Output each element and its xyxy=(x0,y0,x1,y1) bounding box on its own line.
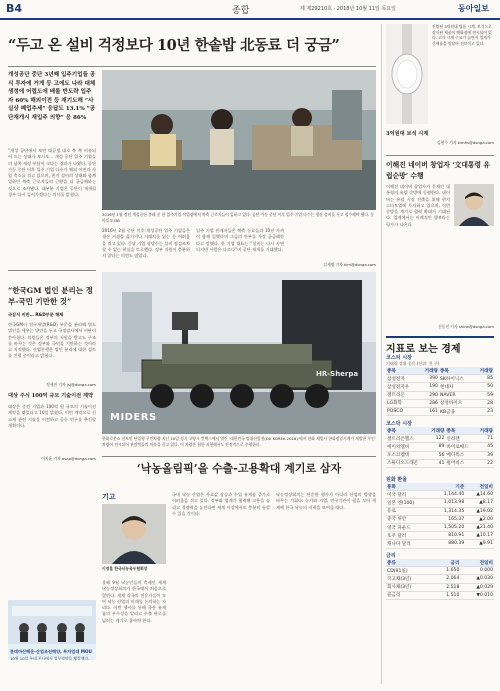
cell: 포스코켐텍 xyxy=(386,451,427,459)
cell: 에이치엘비 xyxy=(386,443,427,451)
headline-rule xyxy=(8,66,376,67)
market-title: 지표로 보는 경제 xyxy=(386,344,461,355)
lead-photo-caption: 2016년 1월 정인 개성공단 봉쇄 중 한 입주기업 작업장에서 북측 근로자들이 일하고 있다. 공단 가동 중단 이후 입주 기업 다수는 생산 설비를 두고 철수해야 했다. 동아일보 DB xyxy=(102,212,375,223)
cell: 71 xyxy=(475,435,494,443)
cell: 유로 xyxy=(386,507,431,515)
ad-photo xyxy=(8,600,96,660)
cell: 122 xyxy=(427,435,446,443)
col-header: 기준 xyxy=(431,483,466,491)
table-row xyxy=(386,443,494,451)
col-header: 거래량 xyxy=(475,427,494,435)
table-header-row xyxy=(386,427,494,435)
main-headline: “두고 온 설비 걱정보다 10년 한솥밥 北동료 더 궁금” xyxy=(8,37,340,54)
market-rule xyxy=(386,336,494,338)
cell: 바이로메드 xyxy=(445,443,475,451)
kosdaq-rows xyxy=(386,427,494,467)
table-row xyxy=(386,383,494,391)
cell: ▼0.010 xyxy=(460,591,494,599)
table-row xyxy=(386,507,494,515)
fx-rows xyxy=(386,483,494,548)
watch-photo xyxy=(386,24,428,124)
table-row xyxy=(386,575,494,583)
cell: 2.064 xyxy=(433,575,460,583)
col-header: 종류 xyxy=(386,559,433,567)
cell: 190 xyxy=(418,383,439,391)
ad-headline: 롯데마산해운·산업조선해양, 투자업대 MOU xyxy=(10,649,92,654)
column-divider xyxy=(381,24,382,684)
cell: LG화학 xyxy=(386,399,418,407)
cell: ▲19.02 xyxy=(465,507,494,515)
issue-info: 제 제29210호 · 2018년 10월 11일 목요일 xyxy=(300,6,396,12)
col-header: 종목 xyxy=(439,367,473,375)
lead-body-col3: 입주 기업 관계자들은 북측 동료들과 10년 가까이 함께 일했다며 그들의 안부를 가장 궁금해한다고 말했다. 한 기업 대표는 “설비는 다시 사면 되지만 사람은 다르다”며 공단 재개를 기대했다. xyxy=(196,228,284,252)
cell: 삼성전자우 xyxy=(386,383,418,391)
cell: ▲9.91 xyxy=(465,540,494,548)
watch-title: 3억원대 보석 시계 xyxy=(386,131,429,137)
cell: 41 xyxy=(427,459,446,467)
cell: 삼성전자 xyxy=(386,375,418,383)
cell: 45 xyxy=(475,443,494,451)
cell: 캐나다 달러 xyxy=(386,540,431,548)
cell: 59 xyxy=(473,391,494,399)
kospi-sub: 거래량 상위 종목 (단위: 천 주) xyxy=(386,361,440,366)
cell: 미국 달러 xyxy=(386,491,431,499)
naver-title: 이해진 네이버 창업자 ‘文대통령 유럽순방’ 수행 xyxy=(386,161,490,180)
table-row xyxy=(386,399,494,407)
page-header xyxy=(0,0,500,20)
gm-subhead: “한국GM 법인 분리는 정부-국민 기만한 것” xyxy=(8,286,93,306)
table-row xyxy=(386,391,494,399)
cell: 펄어비스 xyxy=(445,459,475,467)
cell: 콜금리 xyxy=(386,591,433,599)
table-row xyxy=(386,591,494,599)
cell: ▲0.029 xyxy=(460,583,494,591)
table-row xyxy=(386,540,494,548)
cell: 1,314.35 xyxy=(431,507,466,515)
gm-byline: 정세진 기자 jsj@donga.com xyxy=(46,382,96,387)
lead-deck: 개성공단 중단 3년째 입주기업들 공식 투자에 거게 등 고에도 나라 대체생정에 어렵도에 배를 반도략 입주자 60% 해외이전 등 재기도해 “사실상 폐업추세” 응답도 13.1% “공단재개시 재입주 의향” 응 86% xyxy=(8,72,96,121)
cell: 39 xyxy=(475,451,494,459)
naver-byline: 신동진 기자 shine@donga.com xyxy=(438,324,494,329)
feature-rule xyxy=(102,456,376,457)
factory-photo xyxy=(102,70,376,210)
feature-body-col1: 올해 9월 낙농인들의 축제인 세계낙농정상회의가 한국에서 처음으로 열린다. 세계 각국의 전문가들이 모여 낙농 산업의 미래를 논의하는 자리다. 이번 행사를 통해 국산 유제품의 우수성을 알리고 수출 판로를 넓히는 계기로 삼아야 한다. xyxy=(102,580,166,623)
gm-deck: 국감서 비판… R&D부문 해체 xyxy=(8,312,64,317)
naver-portrait xyxy=(454,184,494,226)
table-row xyxy=(386,567,494,575)
table-row xyxy=(386,407,494,415)
author-portrait xyxy=(102,504,166,564)
daesang-byline: 이지윤 기자 asap@donga.com xyxy=(41,456,96,461)
feature-body-col3: 낙농정상회의는 단순한 행사가 아니라 산업의 방향을 바꾸는 기회다. 농가와 기업, 연구기관이 힘을 모아 세계에 한국 낙농의 저력을 보여줄 때다. xyxy=(276,492,376,510)
naver-body: 이해진 네이버 창업자가 문재인 대통령의 유럽 순방에 동행한다. 네이버는 유럽 시장 진출을 위해 현지 스타트업에 투자하고 있으며, 이번 순방을 계기로 협력 확대가 기대된다. 업계에서는 이례적인 행보라는 평가가 나온다. xyxy=(386,184,450,227)
cell: 1,144.40 xyxy=(431,491,466,499)
cell: POSCO xyxy=(386,407,418,415)
table-row xyxy=(386,459,494,467)
section-label: 종합 xyxy=(232,6,250,16)
ad-sub: 10월 10일 롯데 본사에서 업무협약을 체결했다. xyxy=(10,656,90,660)
table-header-row xyxy=(386,483,494,491)
robot-photo xyxy=(102,272,376,434)
cell: 23 xyxy=(473,407,494,415)
robot-label-main: MIDERS xyxy=(110,412,157,423)
kospi-block xyxy=(386,354,494,416)
cell: 국고채(3년) xyxy=(386,575,433,583)
table-row xyxy=(386,435,494,443)
cell: NAVER xyxy=(439,391,473,399)
bond-title: 금리 xyxy=(386,553,396,559)
col-header: 종목 xyxy=(386,367,418,375)
daesang-title: 대상 주식 100억 규모 기술이전 계약 xyxy=(8,393,94,399)
cell: 50 xyxy=(473,383,494,391)
table-row xyxy=(386,451,494,459)
table-row xyxy=(386,499,494,507)
cell: ▲8.17 xyxy=(465,499,494,507)
cell: 56 xyxy=(427,451,446,459)
cell: KB금융 xyxy=(439,407,473,415)
col-header: 거래량 xyxy=(418,367,439,375)
cell: 셀트리온헬스 xyxy=(386,435,427,443)
cell: SK하이닉스 xyxy=(439,375,473,383)
col-header: 거래량 xyxy=(473,367,494,375)
masthead-logo: 동아일보 xyxy=(458,4,489,13)
kosdaq-title: 코스닥 시장 xyxy=(386,421,412,427)
feature-label: 기고 xyxy=(102,493,116,501)
robot-label-tag: HR-Sherpa xyxy=(316,370,359,378)
cell: 영국 파운드 xyxy=(386,523,431,531)
cell: 1.510 xyxy=(433,591,460,599)
feature-title: ‘낙농올림픽’을 수출-고용확대 계기로 삼자 xyxy=(136,462,342,475)
cell: 현대차 xyxy=(439,383,473,391)
kospi-table xyxy=(386,367,494,416)
cell: 스튜디오드래곤 xyxy=(386,459,427,467)
bond-block xyxy=(386,552,494,600)
fx-title: 원화 환율 xyxy=(386,477,408,483)
cell: 삼성바이오 xyxy=(439,399,473,407)
cell: 28 xyxy=(473,399,494,407)
cell: 390 xyxy=(418,375,439,383)
gm-body: 한국GM이 연구개발(R&D) 부문을 분리해 별도 법인을 세우는 방안을 두고 국정감사에서 비판이 쏟아졌다. 의원들은 정부의 지원을 받고도 구조를 바꾸는 것은 정부와 국민을 기만하는 것이라고 지적했다. 산업은행은 법인 분리에 대한 검토를 진행 중이라고 밝혔다. xyxy=(8,322,96,359)
fx-table xyxy=(386,483,494,549)
cell: ▲0.030 xyxy=(460,575,494,583)
table-row xyxy=(386,375,494,383)
cell: 810.91 xyxy=(431,532,466,540)
cell: 85 xyxy=(473,375,494,383)
cell: 1.650 xyxy=(433,567,460,575)
cell: 165.37 xyxy=(431,515,466,523)
table-row xyxy=(386,583,494,591)
kosdaq-block xyxy=(386,420,494,468)
lead-body-col2: 2016년 2월 중단 이후 개성공단 입주 기업들은 생산 거점을 옮기거나 거래처를 잃는 등 어려움을 겪고 있다. 응답 기업 상당수는 설비 점검조차 할 수 없는 현실을 토로했다. 정부 지원이 충분하지 않다는 의견도 많았다. xyxy=(102,228,190,259)
cell: 286 xyxy=(418,399,439,407)
cell: ▲14.60 xyxy=(465,491,494,499)
cell: 22 xyxy=(475,459,494,467)
cell: 2.518 xyxy=(433,583,460,591)
table-header-row xyxy=(386,559,494,567)
watch-caption: 진열된 3억원대 명품 시계. 보석으로 장식된 제품이 백화점에 전시되어 있다. 고가 시계 수요가 늘면서 업계가 신제품을 잇달아 선보이고 있다. xyxy=(432,24,492,46)
cell: ▲2.00 xyxy=(465,515,494,523)
col-header: 전일비 xyxy=(460,559,494,567)
kospi-rows xyxy=(386,367,494,416)
table-header-row xyxy=(386,367,494,375)
naver-rule xyxy=(386,155,494,156)
cell: 290 xyxy=(418,391,439,399)
col-header: 전일비 xyxy=(465,483,494,491)
lead-body-col1: “개성 공단에서 보던 대공생 대로 북 쪽 비유되어 드는 상태가 보시오... 개성 공단 입주 기업들의 남쪽 재정 부담이 크다는 결과가 나왔다. 공단 가동 중단 이후 입주 기업 다수가 해외 이전과 사업 축소를 겪고 있으며, 현지 설비의 상태와 함께 일하던 북측 근로자들의 근황을 더 궁금해하는 것으로 조사됐다. 대부분 기업은 공단이 재개될 경우 다시 들어가겠다는 의사를 밝혔다. xyxy=(8,148,96,198)
feature-author: 이영훈 한국낙농육우협회장 xyxy=(102,566,148,571)
kosdaq-table xyxy=(386,427,494,468)
col-header: 종목 xyxy=(445,427,475,435)
cell: ▲21.40 xyxy=(465,523,494,531)
cell: CD(91일) xyxy=(386,567,433,575)
fx-block xyxy=(386,476,494,549)
cell: 1,013.98 xyxy=(431,499,466,507)
cell: 89 xyxy=(427,443,446,451)
daesang-body: 대상은 중견 기업과 100억 원 규모의 기술이전 계약을 맺었다고 10일 밝혔다. 이번 계약으로 신소재 관련 기술을 이전하고 공동 연구를 추진할 계획이다. xyxy=(8,404,96,428)
watch-byline: 김현수 기자 kimhs@donga.com xyxy=(436,140,494,145)
cell: 호주 달러 xyxy=(386,532,431,540)
col-header: 거래량 xyxy=(427,427,446,435)
table-row xyxy=(386,532,494,540)
feature-body-col2: 국내 낙농 산업은 사료값 상승과 수입 유제품 증가로 어려움을 겪고 있다. 정부와 업계가 협력해 고용을 늘리고 경쟁력을 높인다면 세계 시장에서도 충분히 통할 수 있을 것이다. xyxy=(172,492,270,516)
cell: 1,505.20 xyxy=(431,523,466,531)
bond-rows xyxy=(386,559,494,599)
cell: 161 xyxy=(418,407,439,415)
cell: 메디톡스 xyxy=(445,451,475,459)
col-header: 금리 xyxy=(433,559,460,567)
cell: 중국 위안 xyxy=(386,515,431,523)
col-header: 통화 xyxy=(386,483,431,491)
table-row xyxy=(386,491,494,499)
gm-rule xyxy=(8,270,96,271)
col-header: 종목 xyxy=(386,427,427,435)
bond-table xyxy=(386,559,494,600)
cell: 셀트리온 xyxy=(386,391,418,399)
table-row xyxy=(386,523,494,531)
page-number: B4 xyxy=(6,2,23,15)
cell: ▲10.17 xyxy=(465,532,494,540)
cell: 0.000 xyxy=(460,567,494,575)
kospi-title: 코스피 시장 xyxy=(386,355,412,361)
cell: 신라젠 xyxy=(445,435,475,443)
cell: 일본 엔(100) xyxy=(386,499,431,507)
robot-caption: 한화로봇쇼 선보인 단일형 무인차량 지난 10일 경기 고양시 킨텍스에서 열린 ‘대한민국 방위산업전(DX KOREA 2018)’에서 한화 계열사 한화정밀기계가 개발한 무인 차량이 전시되어 관람객들의 이목을 끌고 있다. 이 차량은 험한 지형에서도 안정적으로 주행한다. xyxy=(102,436,375,447)
table-row xyxy=(386,515,494,523)
cell: 회사채(3년) xyxy=(386,583,433,591)
cell: 880.39 xyxy=(431,540,466,548)
lead-byline: 김재영 기자 kim@donga.com xyxy=(323,262,376,267)
